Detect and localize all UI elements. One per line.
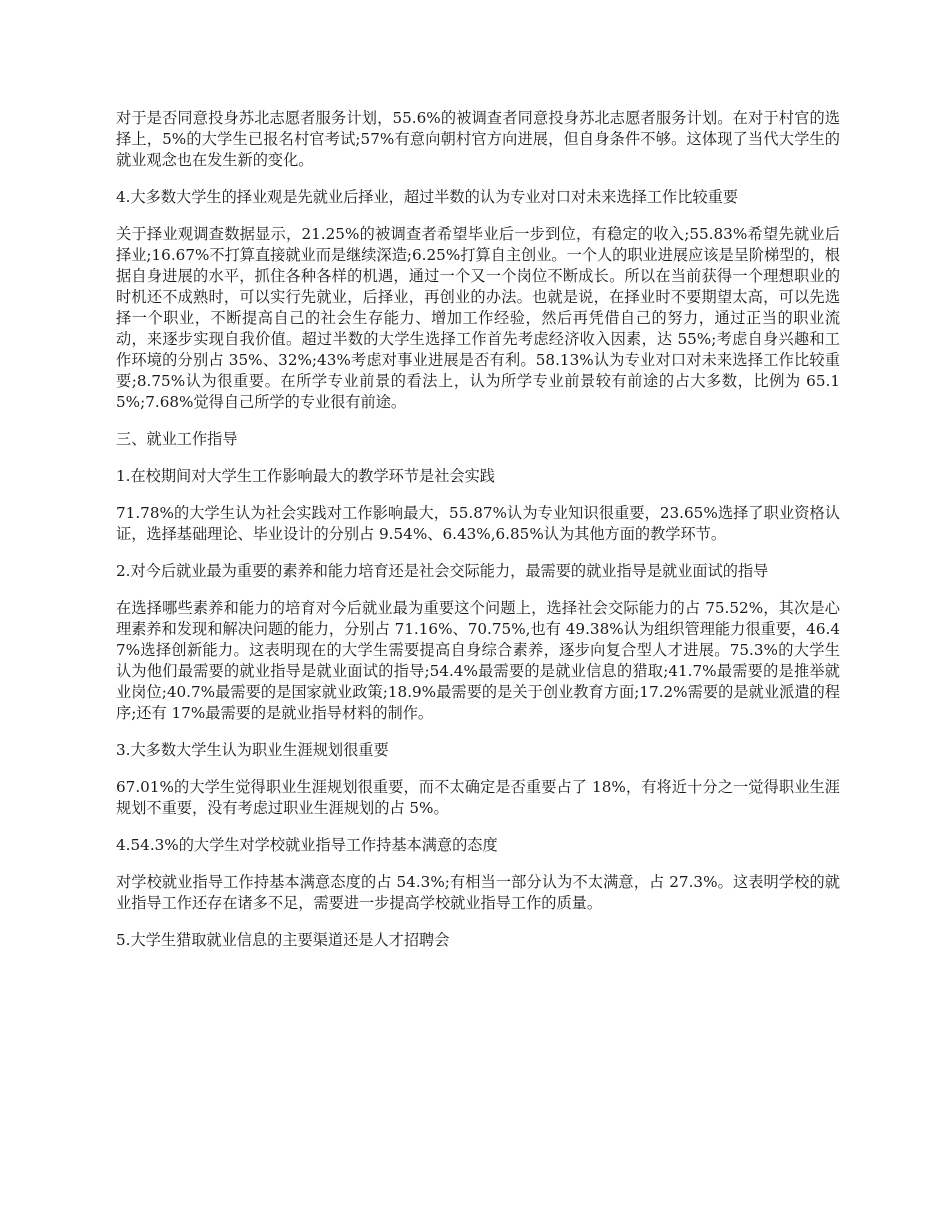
- heading-social-skills: 2.对今后就业最为重要的素养和能力培育还是社会交际能力，最需要的就业指导是就业面试的指导: [116, 562, 769, 580]
- paragraph-social-skills: 在选择哪些素养和能力的培育对今后就业最为重要这个问题上，选择社会交际能力的占 75.52%，其次是心理素养和发现和解决问题的能力，分别占 71.16%、70.75%,也有 49.38%认为组织管理能力很重要，46.47%选择创新能力。这表明现在的大学生需要提高自身综合素养，逐步向复合型人才进展。75.3%的大学生认为他们最需要的就业指导是就业面试的指导;54.4%最需要的是就业信息的猎取;41.7%最需要的是推举就业岗位;40.7%最需要的是国家就业政策;18.9%最需要的是关于创业教育方面;17.2%需要的是就业派遣的程序;还有 17%最需要的是就业指导材料的制作。: [116, 599, 840, 722]
- heading-career-choice: 4.大多数大学生的择业观是先就业后择业，超过半数的认为专业对口对未来选择工作比较重要: [116, 188, 738, 206]
- heading-job-info-channels: 5.大学生猎取就业信息的主要渠道还是人才招聘会: [116, 931, 450, 949]
- heading-career-planning: 3.大多数大学生认为职业生涯规划很重要: [116, 741, 389, 759]
- paragraph-satisfaction: 对学校就业指导工作持基本满意态度的占 54.3%;有相当一部分认为不太满意，占 27.3%。这表明学校的就业指导工作还存在诸多不足，需要进一步提高学校就业指导工作的质量。: [116, 873, 840, 912]
- heading-satisfaction: 4.54.3%的大学生对学校就业指导工作持基本满意的态度: [116, 836, 498, 854]
- document-body: [116, 108, 840, 967]
- heading-social-practice: 1.在校期间对大学生工作影响最大的教学环节是社会实践: [116, 467, 495, 485]
- paragraph-career-planning: 67.01%的大学生觉得职业生涯规划很重要，而不太确定是否重要占了 18%，有将近十分之一觉得职业生涯规划不重要，没有考虑过职业生涯规划的占 5%。: [116, 778, 840, 817]
- paragraph-career-choice: 关于择业观调查数据显示，21.25%的被调查者希望毕业后一步到位，有稳定的收入;55.83%希望先就业后择业;16.67%不打算直接就业而是继续深造;6.25%打算自主创业。一个人的职业进展应该是呈阶梯型的，根据自身进展的水平，抓住各种各样的机遇，通过一个又一个岗位不断成长。所以在当前获得一个理想职业的时机还不成熟时，可以实行先就业，后择业，再创业的办法。也就是说，在择业时不要期望太高，可以先选择一个职业，不断提高自己的社会生存能力、增加工作经验，然后再凭借自己的努力，通过正当的职业流动，来逐步实现自我价值。超过半数的大学生选择工作首先考虑经济收入因素，达 55%;考虑自身兴趣和工作环境的分别占 35%、32%;43%考虑对事业进展是否有利。58.13%认为专业对口对未来选择工作比较重要;8.75%认为很重要。在所学专业前景的看法上，认为所学专业前景较有前途的占大多数，比例为 65.15%;7.68%觉得自己所学的专业很有前途。: [116, 225, 840, 411]
- section-heading-employment-guidance: 三、就业工作指导: [116, 430, 238, 448]
- paragraph-volunteer-plan: 对于是否同意投身苏北志愿者服务计划，55.6%的被调查者同意投身苏北志愿者服务计划。在对于村官的选择上，5%的大学生已报名村官考试;57%有意向朝村官方向进展，但自身条件不够。这体现了当代大学生的就业观念也在发生新的变化。: [116, 109, 840, 169]
- paragraph-social-practice: 71.78%的大学生认为社会实践对工作影响最大，55.87%认为专业知识很重要，23.65%选择了职业资格认证，选择基础理论、毕业设计的分别占 9.54%、6.43%,6.85%认为其他方面的教学环节。: [116, 504, 840, 543]
